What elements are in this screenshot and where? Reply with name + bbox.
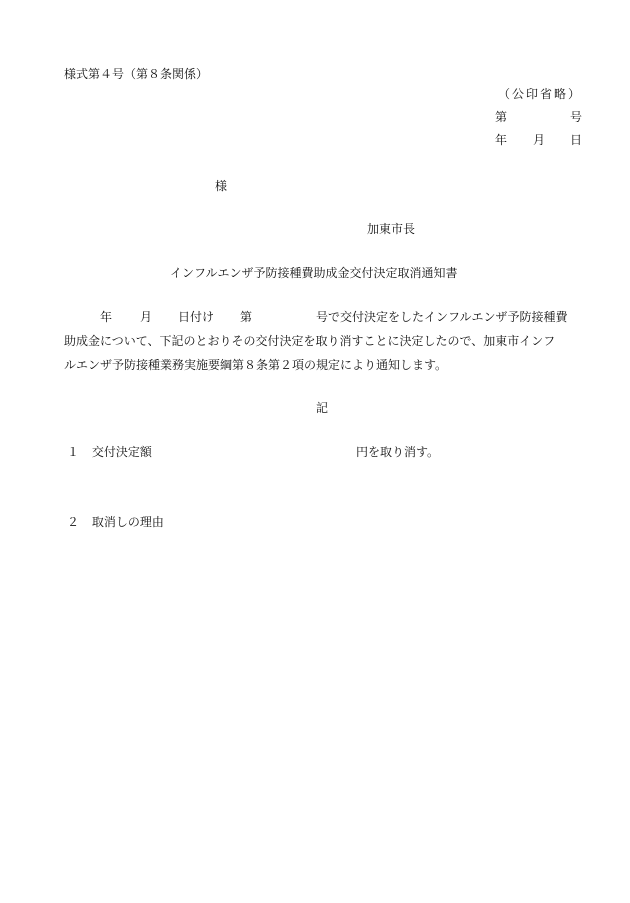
list-item <box>64 514 164 530</box>
body-month-label: 月 <box>140 310 153 324</box>
seal-omitted-note: （公印省略） <box>498 87 583 101</box>
body-year-label: 年 <box>100 310 113 324</box>
document-number-suffix: 号 <box>570 110 583 124</box>
item-number: ２ <box>67 515 80 529</box>
date-month-label: 月 <box>533 133 546 147</box>
body-line-3: ルエンザ予防接種業務実施要綱第８条第２項の規定により通知します。 <box>64 358 448 372</box>
addressee-honorific: 様 <box>215 179 228 193</box>
date-year-label: 年 <box>495 133 508 147</box>
item-suffix: 円を取り消す。 <box>356 445 440 459</box>
item-label: 取消しの理由 <box>91 515 164 529</box>
document-number-prefix: 第 <box>495 110 508 124</box>
list-item <box>64 444 152 460</box>
body-line-2: 助成金について、下記のとおりその交付決定を取り消すことに決定したので、加東市インフ <box>64 334 556 348</box>
document-title: インフルエンザ予防接種費助成金交付決定取消通知書 <box>170 266 458 280</box>
item-label: 交付決定額 <box>91 445 152 459</box>
date-day-label: 日 <box>570 133 583 147</box>
ki-heading: 記 <box>316 401 329 415</box>
item-number: １ <box>67 445 80 459</box>
body-dated-label: 日付け <box>178 310 215 324</box>
body-dai-label: 第 <box>240 310 253 324</box>
form-label: 様式第４号（第８条関係） <box>64 67 209 81</box>
issuer-name: 加東市長 <box>367 222 416 236</box>
body-line-1-rest: 号で交付決定をしたインフルエンザ予防接種費 <box>316 310 568 324</box>
